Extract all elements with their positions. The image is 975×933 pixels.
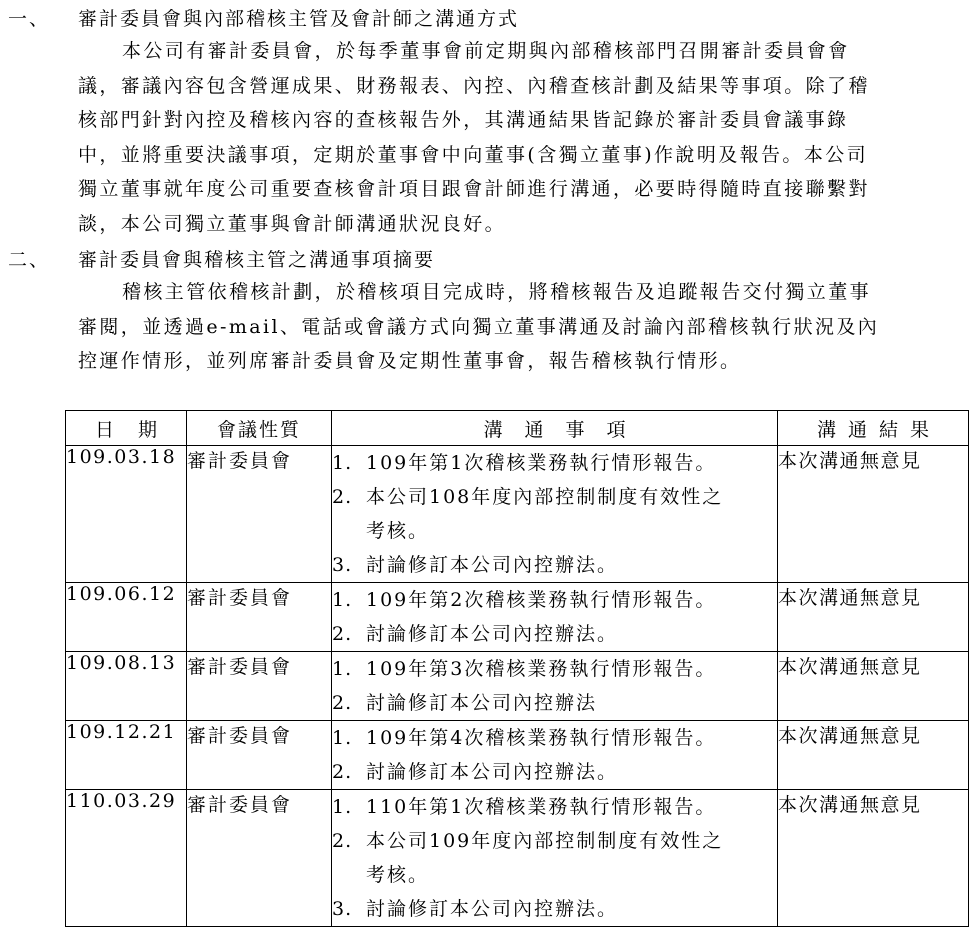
item-text [366, 790, 777, 824]
paragraph-line: 獨立董事就年度公司重要查核會計項目跟會計師進行溝通，必要時得隨時直接聯繫對 [78, 178, 870, 200]
cell-items [332, 721, 778, 790]
communication-table [65, 410, 969, 927]
item-text-line: 109年第1次稽核業務執行情形報告。 [366, 452, 717, 474]
cell-meeting-type: 審計委員會 [187, 721, 332, 790]
list-item [332, 721, 777, 755]
item-text [366, 617, 777, 651]
cell-result: 本次溝通無意見 [778, 583, 969, 652]
item-text [366, 548, 777, 582]
list-item [332, 686, 777, 720]
cell-result: 本次溝通無意見 [778, 790, 969, 927]
header-meeting-type: 會議性質 [187, 411, 332, 446]
table-body [66, 446, 969, 927]
paragraph-line: 稽核主管依稽核計劃，於稽核項目完成時，將稽核報告及追蹤報告交付獨立董事 [122, 281, 872, 303]
cell-meeting-type: 審計委員會 [187, 790, 332, 927]
section-2-title: 審計委員會與稽核主管之溝通事項摘要 [78, 249, 436, 271]
cell-meeting-type: 審計委員會 [187, 583, 332, 652]
item-text [366, 480, 777, 548]
item-text [366, 721, 777, 755]
cell-date: 110.03.29 [66, 790, 187, 927]
list-item [332, 652, 777, 686]
item-number: 1. [332, 452, 353, 474]
header-date: 日期 [66, 411, 187, 446]
item-number: 1. [332, 658, 353, 680]
item-text-line: 109年第4次稽核業務執行情形報告。 [366, 727, 717, 749]
item-text [366, 652, 777, 686]
cell-date: 109.06.12 [66, 583, 187, 652]
item-text-line: 討論修訂本公司內控辦法。 [366, 554, 619, 576]
table-row [66, 652, 969, 721]
paragraph-line: 議，審議內容包含營運成果、財務報表、內控、內稽查核計劃及結果等事項。除了稽 [78, 74, 870, 97]
paragraph-line: 控運作情形，並列席審計委員會及定期性董事會，報告稽核執行情形。 [78, 350, 742, 372]
item-text-line: 110年第1次稽核業務執行情形報告。 [366, 796, 717, 818]
item-text [366, 824, 777, 892]
paragraph-line: 談，本公司獨立董事與會計師溝通狀況良好。 [78, 212, 507, 235]
list-item [332, 824, 777, 892]
cell-date: 109.12.21 [66, 721, 187, 790]
item-number: 2. [332, 623, 353, 645]
cell-date: 109.03.18 [66, 446, 187, 583]
section-1-title: 審計委員會與內部稽核主管及會計師之溝通方式 [78, 8, 520, 30]
item-text-line: 本公司109年度內部控制制度有效性之 [366, 830, 724, 852]
item-text-line: 考核。 [366, 520, 430, 542]
section-2-number: 二、 [8, 249, 51, 271]
section-2-paragraph [78, 275, 923, 379]
paragraph-line: 本公司有審計委員會，於每季董事會前定期與內部稽核部門召開審計委員會會 [122, 40, 850, 62]
cell-date: 109.08.13 [66, 652, 187, 721]
list-item [332, 790, 777, 824]
item-text [366, 583, 777, 617]
table-row [66, 446, 969, 583]
table-header-row [66, 411, 969, 446]
item-text-line: 討論修訂本公司內控辦法。 [366, 623, 619, 645]
cell-meeting-type: 審計委員會 [187, 652, 332, 721]
paragraph-line: 審閱，並透過e-mail、電話或會議方式向獨立董事溝通及討論內部稽核執行狀況及內 [78, 315, 880, 338]
item-number: 2. [332, 830, 353, 852]
cell-items [332, 583, 778, 652]
item-number: 2. [332, 761, 353, 783]
item-text-line: 討論修訂本公司內控辦法。 [366, 761, 619, 783]
item-text-line: 討論修訂本公司內控辦法 [366, 692, 598, 714]
list-item [332, 480, 777, 548]
item-text [366, 755, 777, 789]
section-1-number: 一、 [8, 8, 51, 30]
item-number: 2. [332, 486, 353, 508]
item-text-line: 討論修訂本公司內控辦法。 [366, 898, 619, 920]
list-item [332, 755, 777, 789]
cell-result: 本次溝通無意見 [778, 652, 969, 721]
cell-items [332, 446, 778, 583]
item-text [366, 686, 777, 720]
table-row [66, 583, 969, 652]
paragraph-line: 中，並將重要決議事項，定期於董事會中向董事(含獨立董事)作說明及報告。本公司 [78, 143, 869, 166]
list-item [332, 617, 777, 651]
cell-items [332, 652, 778, 721]
item-text-line: 109年第2次稽核業務執行情形報告。 [366, 589, 717, 611]
paragraph-line: 核部門針對內控及稽核內容的查核報告外，其溝通結果皆記錄於審計委員會議事錄 [78, 109, 849, 131]
cell-result: 本次溝通無意見 [778, 721, 969, 790]
item-text-line: 考核。 [366, 864, 430, 886]
header-items: 溝通事項 [332, 411, 778, 446]
list-item [332, 446, 777, 480]
table-row [66, 790, 969, 927]
cell-meeting-type: 審計委員會 [187, 446, 332, 583]
section-1-paragraph [78, 34, 923, 241]
list-item [332, 583, 777, 617]
item-number: 1. [332, 727, 353, 749]
item-number: 1. [332, 796, 353, 818]
item-text [366, 446, 777, 480]
header-result: 溝通結果 [778, 411, 969, 446]
item-text-line: 109年第3次稽核業務執行情形報告。 [366, 658, 717, 680]
cell-items [332, 790, 778, 927]
item-text-line: 本公司108年度內部控制制度有效性之 [366, 486, 724, 508]
item-number: 1. [332, 589, 353, 611]
table-row [66, 721, 969, 790]
item-number: 2. [332, 692, 353, 714]
cell-result: 本次溝通無意見 [778, 446, 969, 583]
item-number: 3. [332, 554, 353, 576]
item-text [366, 892, 777, 926]
item-number: 3. [332, 898, 353, 920]
list-item [332, 548, 777, 582]
list-item [332, 892, 777, 926]
